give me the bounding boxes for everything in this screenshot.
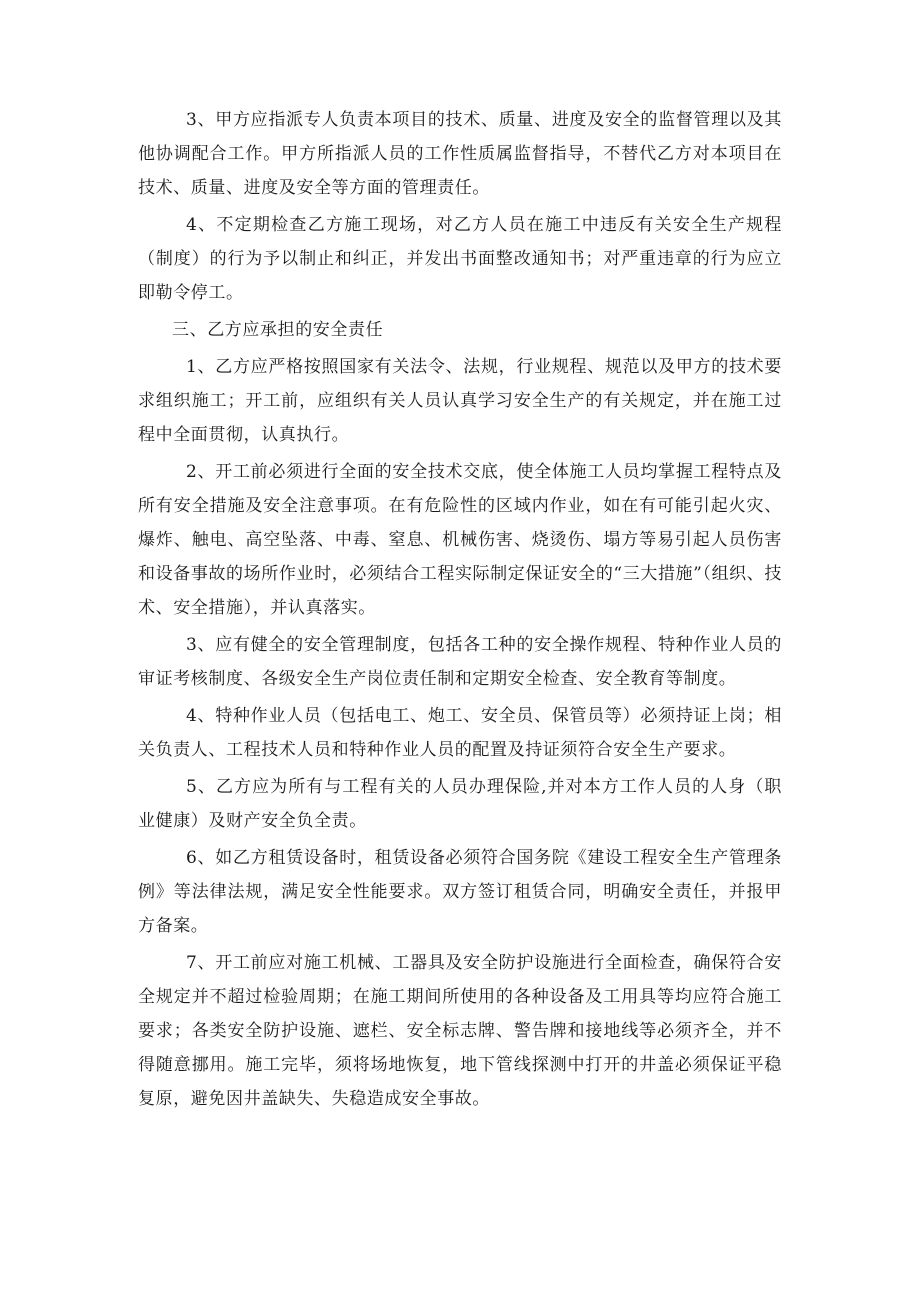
paragraph-clause-4-party-a: 4、不定期检查乙方施工现场，对乙方人员在施工中违反有关安全生产规程（制度）的行为予以制止和纠正，并发出书面整改通知书；对严重违章的行为应立即勒令停工。 (138, 215, 782, 303)
paragraph-clause-5-party-b: 5、乙方应为所有与工程有关的人员办理保险,并对本方工作人员的人身（职业健康）及财产安全负全责。 (138, 777, 782, 831)
paragraph-clause-7-party-b: 7、开工前应对施工机械、工器具及安全防护设施进行全面检查，确保符合安全规定并不超过检验周期；在施工期间所使用的各种设备及工用具等均应符合施工要求；各类安全防护设施、遮栏、安全标志牌、警告牌和接地线等必须齐全，并不得随意挪用。施工完毕，须将场地恢复，地下管线探测中打开的井盖必须保证平稳复原，避免因井盖缺失、失稳造成安全事故。 (138, 953, 782, 1109)
paragraph-clause-1-party-b: 1、乙方应严格按照国家有关法令、法规，行业规程、规范以及甲方的技术要求组织施工；开工前，应组织有关人员认真学习安全生产的有关规定，并在施工过程中全面贯彻，认真执行。 (138, 357, 782, 445)
section-heading-party-b-responsibilities: 三、乙方应承担的安全责任 (172, 320, 384, 340)
paragraph-clause-3-party-a: 3、甲方应指派专人负责本项目的技术、质量、进度及安全的监督管理以及其他协调配合工作。甲方所指派人员的工作性质属监督指导，不替代乙方对本项目在技术、质量、进度及安全等方面的管理责任。 (138, 110, 782, 198)
document-body (138, 103, 782, 1119)
paragraph-clause-4-party-b: 4、特种作业人员（包括电工、炮工、安全员、保管员等）必须持证上岗；相关负责人、工程技术人员和特种作业人员的配置及持证须符合安全生产要求。 (138, 706, 782, 760)
paragraph-clause-2-party-b: 2、开工前必须进行全面的安全技术交底，使全体施工人员均掌握工程特点及所有安全措施及安全注意事项。在有危险性的区域内作业，如在有可能引起火灾、爆炸、触电、高空坠落、中毒、窒息、机械伤害、烧烫伤、塌方等易引起人员伤害和设备事故的场所作业时，必须结合工程实际制定保证安全的“三大措施”（组织、技术、安全措施），并认真落实。 (138, 462, 782, 618)
paragraph-clause-6-party-b: 6、如乙方租赁设备时，租赁设备必须符合国务院《建设工程安全生产管理条例》等法律法规，满足安全性能要求。双方签订租赁合同，明确安全责任，并报甲方备案。 (138, 848, 782, 936)
paragraph-clause-3-party-b: 3、应有健全的安全管理制度，包括各工种的安全操作规程、特种作业人员的审证考核制度、各级安全生产岗位责任制和定期安全检查、安全教育等制度。 (138, 635, 782, 689)
